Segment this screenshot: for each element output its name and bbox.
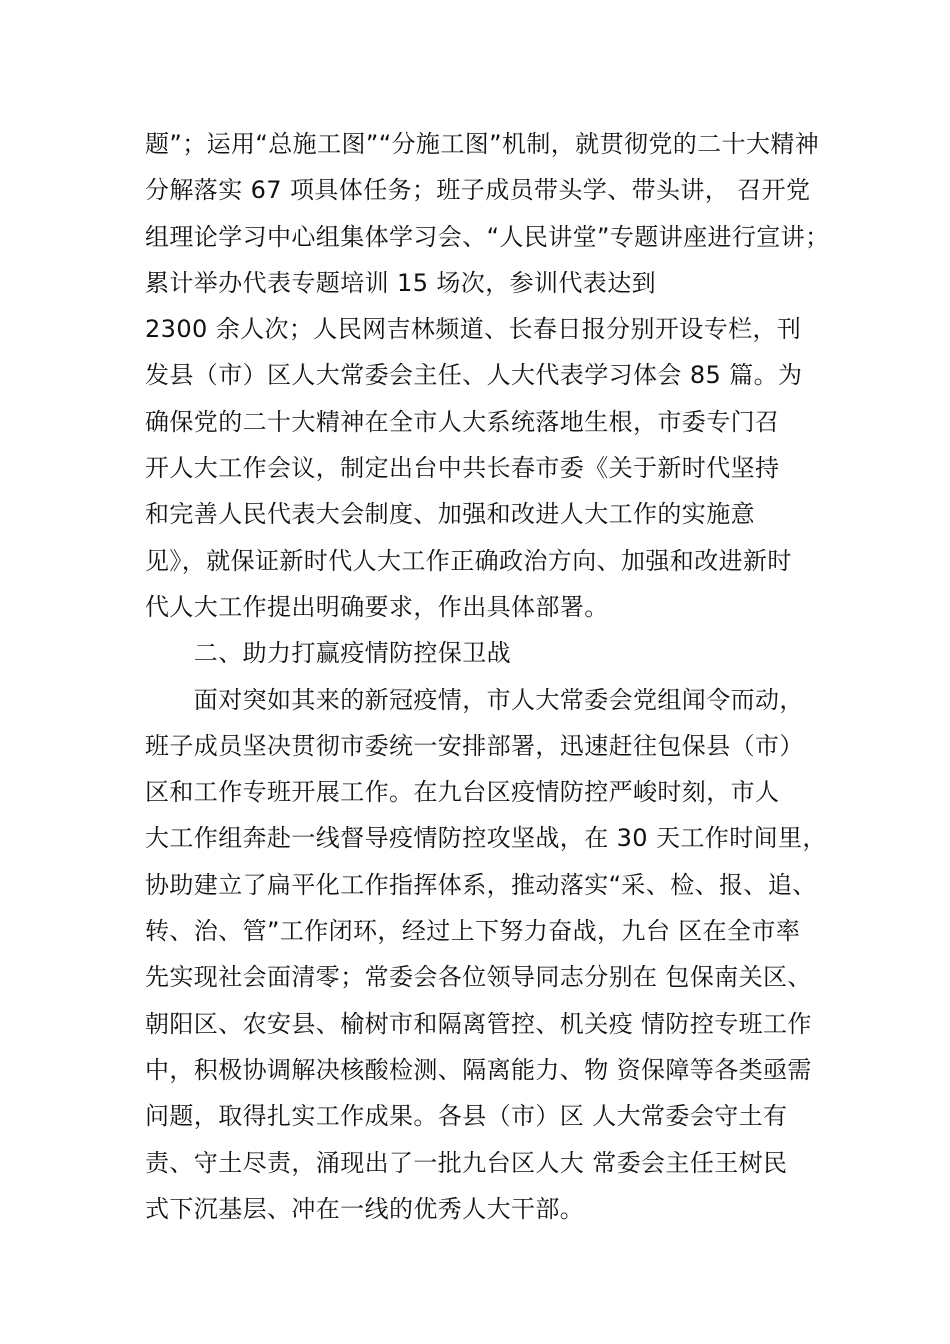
text-line: 式下沉基层、冲在一线的优秀人大干部。 <box>145 1194 585 1223</box>
text-line: 分解落实 67 项具体任务；班子成员带头学、带头讲， 召开党 <box>145 176 811 205</box>
section-heading: 二、助力打赢疫情防控保卫战 <box>145 639 511 668</box>
text-line: 面对突如其来的新冠疫情，市人大常委会党组闻令而动， <box>145 685 804 714</box>
text-line: 确保党的二十大精神在全市人大系统落地生根，市委专门召 <box>145 407 780 436</box>
text-line: 中，积极协调解决核酸检测、隔离能力、物 资保障等各类亟需 <box>145 1055 812 1084</box>
document-body <box>145 121 865 1232</box>
text-line: 协助建立了扁平化工作指挥体系，推动落实“采、检、报、追、 <box>145 870 817 899</box>
text-line: 2300 余人次；人民网吉林频道、长春日报分别开设专栏，刊 <box>145 315 802 344</box>
text-line: 组理论学习中心组集体学习会、“人民讲堂”专题讲座进行宣讲； <box>145 222 830 251</box>
text-line: 代人大工作提出明确要求，作出具体部署。 <box>145 592 609 621</box>
text-line: 开人大工作会议，制定出台中共长春市委《关于新时代坚持 <box>145 454 780 483</box>
text-line: 先实现社会面清零；常委会各位领导同志分别在 包保南关区、 <box>145 963 812 992</box>
text-line: 发县（市）区人大常委会主任、人大代表学习体会 85 篇。为 <box>145 361 803 390</box>
text-line: 转、治、管”工作闭环，经过上下努力奋战，九台 区在全市率 <box>145 917 801 946</box>
text-line: 题”；运用“总施工图”“分施工图”机制，就贯彻党的二十大精神 <box>145 130 820 158</box>
text-line: 班子成员坚决贯彻市委统一安排部署，迅速赶往包保县（市） <box>145 731 804 760</box>
text-line: 见》，就保证新时代人大工作正确政治方向、加强和改进新时 <box>145 546 792 575</box>
text-line: 责、守土尽责，涌现出了一批九台区人大 常委会主任王树民 <box>145 1148 788 1177</box>
text-line: 累计举办代表专题培训 15 场次，参训代表达到 <box>145 268 656 297</box>
text-line: 和完善人民代表大会制度、加强和改进人大工作的实施意 <box>145 500 755 529</box>
text-line: 朝阳区、农安县、榆树市和隔离管控、机关疫 情防控专班工作 <box>145 1009 812 1038</box>
text-line: 区和工作专班开展工作。在九台区疫情防控严峻时刻，市人 <box>145 778 780 807</box>
text-line: 大工作组奔赴一线督导疫情防控攻坚战，在 30 天工作时间里， <box>145 824 827 853</box>
text-line: 问题，取得扎实工作成果。各县（市）区 人大常委会守土有 <box>145 1102 788 1131</box>
